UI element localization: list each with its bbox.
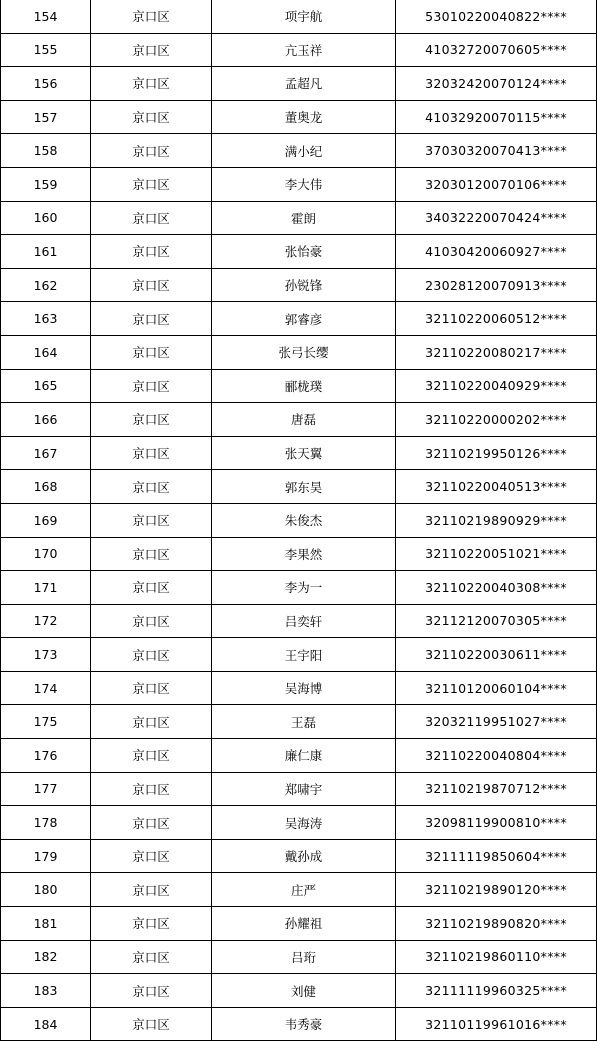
id-number-cell: 32110220030611**** bbox=[396, 638, 597, 672]
table-row bbox=[1, 806, 597, 840]
name-cell: 孙耀祖 bbox=[212, 907, 396, 941]
row-index-cell: 182 bbox=[1, 940, 91, 974]
name-cell: 李大伟 bbox=[212, 167, 396, 201]
table-row bbox=[1, 873, 597, 907]
name-cell: 吴海博 bbox=[212, 671, 396, 705]
table-row bbox=[1, 772, 597, 806]
id-number-cell: 53010220040822**** bbox=[396, 0, 597, 33]
id-number-cell: 32110219870712**** bbox=[396, 772, 597, 806]
name-cell: 刘健 bbox=[212, 974, 396, 1008]
table-row bbox=[1, 100, 597, 134]
table-row bbox=[1, 369, 597, 403]
row-index-cell: 177 bbox=[1, 772, 91, 806]
name-cell: 郭东昊 bbox=[212, 470, 396, 504]
table-row bbox=[1, 201, 597, 235]
id-number-cell: 32098119900810**** bbox=[396, 806, 597, 840]
table-row bbox=[1, 167, 597, 201]
district-cell: 京口区 bbox=[91, 671, 212, 705]
table-row bbox=[1, 335, 597, 369]
name-cell: 吴海涛 bbox=[212, 806, 396, 840]
name-cell: 李为一 bbox=[212, 571, 396, 605]
district-cell: 京口区 bbox=[91, 369, 212, 403]
id-number-cell: 32032420070124**** bbox=[396, 67, 597, 101]
id-number-cell: 34032220070424**** bbox=[396, 201, 597, 235]
row-index-cell: 154 bbox=[1, 0, 91, 33]
name-cell: 朱俊杰 bbox=[212, 503, 396, 537]
name-cell: 廉仁康 bbox=[212, 739, 396, 773]
district-cell: 京口区 bbox=[91, 302, 212, 336]
row-index-cell: 181 bbox=[1, 907, 91, 941]
name-cell: 郦栊璞 bbox=[212, 369, 396, 403]
id-number-cell: 32110219890929**** bbox=[396, 503, 597, 537]
row-index-cell: 170 bbox=[1, 537, 91, 571]
id-number-cell: 32110220040804**** bbox=[396, 739, 597, 773]
name-cell: 吕奕轩 bbox=[212, 604, 396, 638]
district-cell: 京口区 bbox=[91, 0, 212, 33]
row-index-cell: 165 bbox=[1, 369, 91, 403]
table-row bbox=[1, 671, 597, 705]
table-row bbox=[1, 739, 597, 773]
district-cell: 京口区 bbox=[91, 201, 212, 235]
id-number-cell: 32110220051021**** bbox=[396, 537, 597, 571]
table-row bbox=[1, 537, 597, 571]
row-index-cell: 176 bbox=[1, 739, 91, 773]
table-row bbox=[1, 907, 597, 941]
district-cell: 京口区 bbox=[91, 571, 212, 605]
name-cell: 吕珩 bbox=[212, 940, 396, 974]
district-cell: 京口区 bbox=[91, 537, 212, 571]
row-index-cell: 174 bbox=[1, 671, 91, 705]
table-row bbox=[1, 638, 597, 672]
name-cell: 孙锐锋 bbox=[212, 268, 396, 302]
district-cell: 京口区 bbox=[91, 940, 212, 974]
row-index-cell: 160 bbox=[1, 201, 91, 235]
row-index-cell: 156 bbox=[1, 67, 91, 101]
district-cell: 京口区 bbox=[91, 638, 212, 672]
district-cell: 京口区 bbox=[91, 235, 212, 269]
district-cell: 京口区 bbox=[91, 873, 212, 907]
table-row bbox=[1, 0, 597, 33]
name-cell: 戴孙成 bbox=[212, 839, 396, 873]
table-row bbox=[1, 436, 597, 470]
row-index-cell: 184 bbox=[1, 1007, 91, 1041]
id-number-cell: 37030320070413**** bbox=[396, 134, 597, 168]
id-number-cell: 32110220080217**** bbox=[396, 335, 597, 369]
id-number-cell: 32111119960325**** bbox=[396, 974, 597, 1008]
row-index-cell: 157 bbox=[1, 100, 91, 134]
table-row bbox=[1, 33, 597, 67]
name-cell: 孟超凡 bbox=[212, 67, 396, 101]
district-cell: 京口区 bbox=[91, 436, 212, 470]
id-number-cell: 32110220000202**** bbox=[396, 403, 597, 437]
district-cell: 京口区 bbox=[91, 100, 212, 134]
table-row bbox=[1, 302, 597, 336]
name-cell: 张怡豪 bbox=[212, 235, 396, 269]
district-cell: 京口区 bbox=[91, 134, 212, 168]
name-cell: 唐磊 bbox=[212, 403, 396, 437]
id-number-cell: 23028120070913**** bbox=[396, 268, 597, 302]
id-number-cell: 32112120070305**** bbox=[396, 604, 597, 638]
name-cell: 李果然 bbox=[212, 537, 396, 571]
district-cell: 京口区 bbox=[91, 974, 212, 1008]
id-number-cell: 32110219890120**** bbox=[396, 873, 597, 907]
row-index-cell: 161 bbox=[1, 235, 91, 269]
district-cell: 京口区 bbox=[91, 503, 212, 537]
row-index-cell: 173 bbox=[1, 638, 91, 672]
id-number-cell: 32030120070106**** bbox=[396, 167, 597, 201]
name-cell: 张天翼 bbox=[212, 436, 396, 470]
id-number-cell: 32110220040308**** bbox=[396, 571, 597, 605]
table-row bbox=[1, 839, 597, 873]
id-number-cell: 32110119961016**** bbox=[396, 1007, 597, 1041]
district-cell: 京口区 bbox=[91, 806, 212, 840]
district-cell: 京口区 bbox=[91, 604, 212, 638]
name-cell: 项宇航 bbox=[212, 0, 396, 33]
row-index-cell: 155 bbox=[1, 33, 91, 67]
id-number-cell: 32111119850604**** bbox=[396, 839, 597, 873]
table-row bbox=[1, 705, 597, 739]
row-index-cell: 164 bbox=[1, 335, 91, 369]
table-row bbox=[1, 134, 597, 168]
id-number-cell: 32110220060512**** bbox=[396, 302, 597, 336]
name-cell: 庄严 bbox=[212, 873, 396, 907]
table-row bbox=[1, 940, 597, 974]
table-row bbox=[1, 571, 597, 605]
table-row bbox=[1, 974, 597, 1008]
row-index-cell: 158 bbox=[1, 134, 91, 168]
name-cell: 王磊 bbox=[212, 705, 396, 739]
roster-table-body bbox=[1, 0, 597, 1041]
row-index-cell: 172 bbox=[1, 604, 91, 638]
name-cell: 张弓长缨 bbox=[212, 335, 396, 369]
district-cell: 京口区 bbox=[91, 33, 212, 67]
district-cell: 京口区 bbox=[91, 335, 212, 369]
district-cell: 京口区 bbox=[91, 268, 212, 302]
name-cell: 霍朗 bbox=[212, 201, 396, 235]
row-index-cell: 163 bbox=[1, 302, 91, 336]
row-index-cell: 183 bbox=[1, 974, 91, 1008]
id-number-cell: 32110219860110**** bbox=[396, 940, 597, 974]
id-number-cell: 41032720070605**** bbox=[396, 33, 597, 67]
table-row bbox=[1, 470, 597, 504]
district-cell: 京口区 bbox=[91, 705, 212, 739]
district-cell: 京口区 bbox=[91, 403, 212, 437]
table-row bbox=[1, 67, 597, 101]
district-cell: 京口区 bbox=[91, 470, 212, 504]
name-cell: 郑啸宇 bbox=[212, 772, 396, 806]
id-number-cell: 41032920070115**** bbox=[396, 100, 597, 134]
row-index-cell: 169 bbox=[1, 503, 91, 537]
district-cell: 京口区 bbox=[91, 839, 212, 873]
row-index-cell: 167 bbox=[1, 436, 91, 470]
table-row bbox=[1, 403, 597, 437]
district-cell: 京口区 bbox=[91, 167, 212, 201]
district-cell: 京口区 bbox=[91, 1007, 212, 1041]
district-cell: 京口区 bbox=[91, 907, 212, 941]
row-index-cell: 171 bbox=[1, 571, 91, 605]
name-cell: 亢玉祥 bbox=[212, 33, 396, 67]
table-row bbox=[1, 503, 597, 537]
row-index-cell: 175 bbox=[1, 705, 91, 739]
id-number-cell: 32110220040929**** bbox=[396, 369, 597, 403]
id-number-cell: 32110219950126**** bbox=[396, 436, 597, 470]
id-number-cell: 32110220040513**** bbox=[396, 470, 597, 504]
row-index-cell: 159 bbox=[1, 167, 91, 201]
row-index-cell: 162 bbox=[1, 268, 91, 302]
id-number-cell: 32110219890820**** bbox=[396, 907, 597, 941]
table-row bbox=[1, 235, 597, 269]
name-cell: 王宇阳 bbox=[212, 638, 396, 672]
id-number-cell: 32032119951027**** bbox=[396, 705, 597, 739]
name-cell: 满小纪 bbox=[212, 134, 396, 168]
name-cell: 董奥龙 bbox=[212, 100, 396, 134]
row-index-cell: 180 bbox=[1, 873, 91, 907]
row-index-cell: 179 bbox=[1, 839, 91, 873]
district-cell: 京口区 bbox=[91, 739, 212, 773]
row-index-cell: 166 bbox=[1, 403, 91, 437]
table-row bbox=[1, 1007, 597, 1041]
name-cell: 郭睿彦 bbox=[212, 302, 396, 336]
id-number-cell: 32110120060104**** bbox=[396, 671, 597, 705]
district-cell: 京口区 bbox=[91, 772, 212, 806]
name-cell: 韦秀豪 bbox=[212, 1007, 396, 1041]
district-cell: 京口区 bbox=[91, 67, 212, 101]
table-row bbox=[1, 268, 597, 302]
id-number-cell: 41030420060927**** bbox=[396, 235, 597, 269]
row-index-cell: 168 bbox=[1, 470, 91, 504]
table-row bbox=[1, 604, 597, 638]
row-index-cell: 178 bbox=[1, 806, 91, 840]
